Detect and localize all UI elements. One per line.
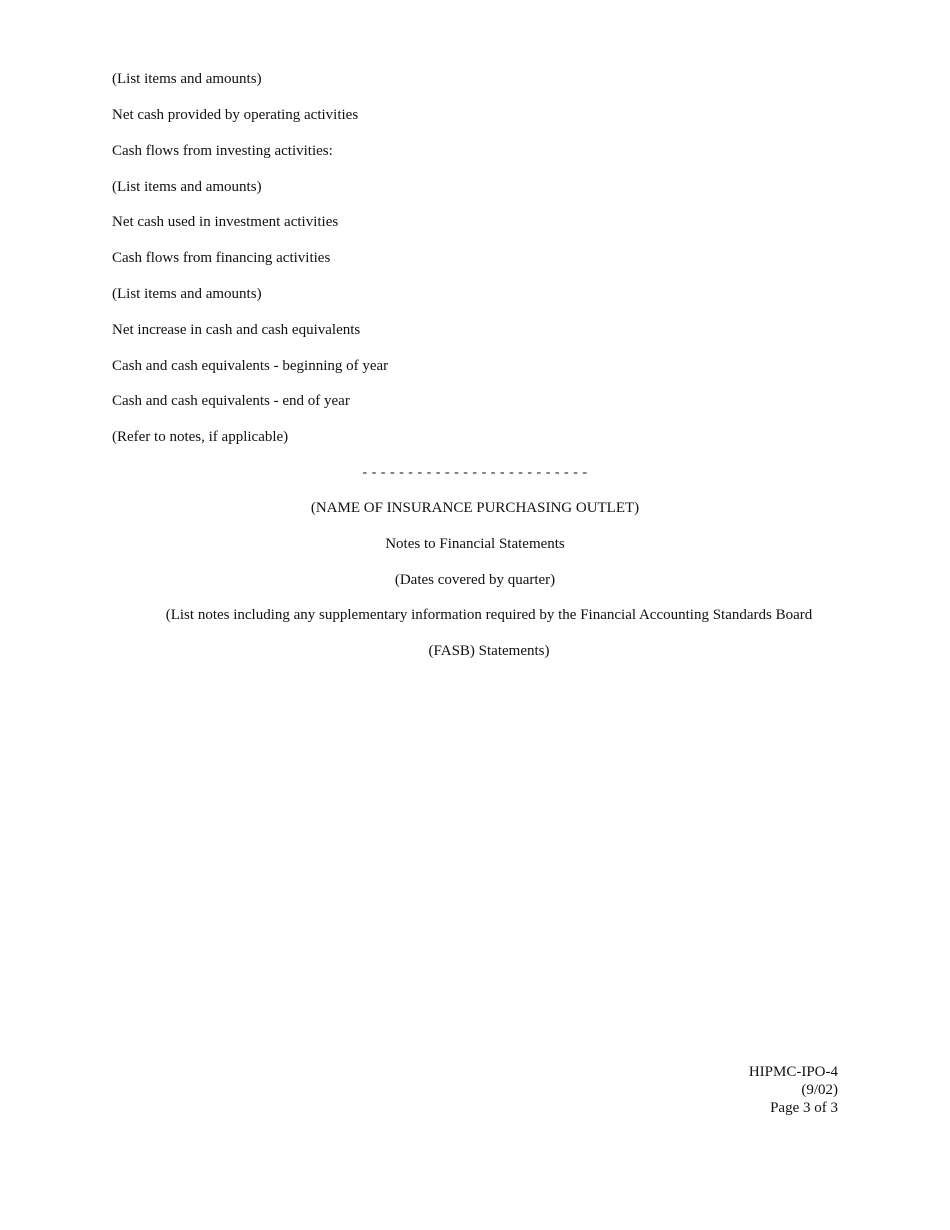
statement-line-financing-items: (List items and amounts) bbox=[112, 286, 262, 302]
page-number: Page 3 of 3 bbox=[770, 1100, 838, 1116]
statement-line-ending-cash: Cash and cash equivalents - end of year bbox=[112, 393, 350, 409]
section-divider: - - - - - - - - - - - - - - - - - - - - - - - - - bbox=[362, 465, 588, 480]
notes-instruction-line2: (FASB) Statements) bbox=[428, 643, 550, 659]
statement-line-financing-heading: Cash flows from financing activities bbox=[112, 250, 331, 266]
dates-covered: (Dates covered by quarter) bbox=[394, 572, 556, 588]
form-id: HIPMC-IPO-4 bbox=[748, 1064, 838, 1080]
form-footer bbox=[749, 1063, 838, 1117]
statement-line-operating-items: (List items and amounts) bbox=[112, 71, 262, 87]
notes-heading: Notes to Financial Statements bbox=[385, 536, 565, 552]
form-revision: (9/02) bbox=[801, 1082, 838, 1098]
statement-line-net-operating: Net cash provided by operating activities bbox=[112, 107, 359, 123]
notes-instruction-line1: (List notes including any supplementary information required by the Financial Accounting Standards Board bbox=[165, 607, 813, 623]
statement-line-net-increase: Net increase in cash and cash equivalents bbox=[112, 322, 361, 338]
entity-name: (NAME OF INSURANCE PURCHASING OUTLET) bbox=[310, 500, 640, 516]
statement-line-net-investing: Net cash used in investment activities bbox=[112, 214, 339, 230]
statement-line-investing-items: (List items and amounts) bbox=[112, 179, 262, 195]
statement-line-beginning-cash: Cash and cash equivalents - beginning of year bbox=[112, 358, 389, 374]
statement-line-refer-notes: (Refer to notes, if applicable) bbox=[112, 429, 289, 445]
statement-line-investing-heading: Cash flows from investing activities: bbox=[112, 143, 333, 159]
